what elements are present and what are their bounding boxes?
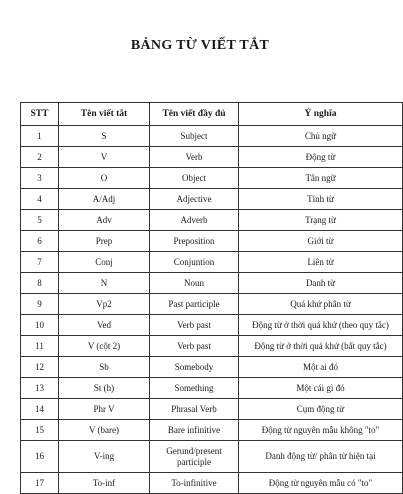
table-body [21, 126, 403, 494]
cell-stt: 3 [21, 168, 59, 189]
column-header-meaning: Ý nghĩa [239, 103, 403, 126]
cell-full-name: Bare infinitive [150, 420, 239, 441]
cell-full-name: Subject [150, 126, 239, 147]
cell-meaning: Động từ nguyên mẫu có "to" [239, 473, 403, 494]
cell-full-name: Adverb [150, 210, 239, 231]
table-row [21, 441, 403, 473]
cell-full-name: Noun [150, 273, 239, 294]
cell-full-name: To-infinitive [150, 473, 239, 494]
cell-full-name: Verb [150, 147, 239, 168]
cell-abbreviation: Ved [59, 315, 150, 336]
cell-abbreviation: Phr V [59, 399, 150, 420]
cell-abbreviation: Adv [59, 210, 150, 231]
cell-meaning: Động từ ở thời quá khứ (theo quy tắc) [239, 315, 403, 336]
cell-stt: 7 [21, 252, 59, 273]
document-title: BẢNG TỪ VIẾT TẮT [130, 38, 270, 53]
cell-full-name: Verb past [150, 336, 239, 357]
cell-stt: 8 [21, 273, 59, 294]
table-row [21, 357, 403, 378]
table-row [21, 273, 403, 294]
cell-abbreviation: V (cột 2) [59, 336, 150, 357]
cell-meaning: Một cái gì đó [239, 378, 403, 399]
table-header-row [21, 103, 403, 126]
cell-stt: 4 [21, 189, 59, 210]
cell-stt: 12 [21, 357, 59, 378]
cell-full-name: Object [150, 168, 239, 189]
table-row [21, 231, 403, 252]
cell-abbreviation: O [59, 168, 150, 189]
table-row [21, 210, 403, 231]
table-row [21, 399, 403, 420]
column-header-abbreviation: Tên viết tắt [59, 103, 150, 126]
cell-stt: 11 [21, 336, 59, 357]
cell-full-name: Something [150, 378, 239, 399]
cell-abbreviation: N [59, 273, 150, 294]
table-row [21, 168, 403, 189]
cell-stt: 6 [21, 231, 59, 252]
cell-abbreviation: Conj [59, 252, 150, 273]
cell-meaning: Giới từ [239, 231, 403, 252]
cell-abbreviation: To-inf [59, 473, 150, 494]
cell-meaning: Tân ngữ [239, 168, 403, 189]
cell-full-name: Conjuntion [150, 252, 239, 273]
cell-abbreviation: Prep [59, 231, 150, 252]
cell-full-name: Preposition [150, 231, 239, 252]
cell-stt: 15 [21, 420, 59, 441]
cell-full-name: Phrasal Verb [150, 399, 239, 420]
cell-stt: 2 [21, 147, 59, 168]
cell-abbreviation: V-ing [59, 441, 150, 473]
cell-meaning: Trạng từ [239, 210, 403, 231]
table-row [21, 420, 403, 441]
cell-stt: 1 [21, 126, 59, 147]
cell-abbreviation: Sb [59, 357, 150, 378]
table-row [21, 378, 403, 399]
cell-meaning: Chủ ngữ [239, 126, 403, 147]
cell-abbreviation: V [59, 147, 150, 168]
table-row [21, 294, 403, 315]
table-row [21, 336, 403, 357]
cell-abbreviation: A/Adj [59, 189, 150, 210]
cell-full-name: Verb past [150, 315, 239, 336]
column-header-stt: STT [21, 103, 59, 126]
table-row [21, 315, 403, 336]
cell-stt: 10 [21, 315, 59, 336]
cell-stt: 17 [21, 473, 59, 494]
cell-abbreviation: S [59, 126, 150, 147]
cell-stt: 16 [21, 441, 59, 473]
cell-abbreviation: St (h) [59, 378, 150, 399]
table-row [21, 473, 403, 494]
cell-stt: 9 [21, 294, 59, 315]
cell-meaning: Quá khứ phân từ [239, 294, 403, 315]
cell-meaning: Liên từ [239, 252, 403, 273]
cell-meaning: Một ai đó [239, 357, 403, 378]
cell-meaning: Danh từ [239, 273, 403, 294]
cell-meaning: Danh động từ/ phân từ hiện tại [239, 441, 403, 473]
cell-full-name: Adjective [150, 189, 239, 210]
cell-full-name: Somebody [150, 357, 239, 378]
cell-stt: 5 [21, 210, 59, 231]
column-header-full-name: Tên viết đầy đủ [150, 103, 239, 126]
cell-meaning: Động từ ở thời quá khứ (bất quy tắc) [239, 336, 403, 357]
table-row [21, 147, 403, 168]
cell-stt: 13 [21, 378, 59, 399]
table-row [21, 189, 403, 210]
table-row [21, 252, 403, 273]
cell-meaning: Cụm động từ [239, 399, 403, 420]
cell-full-name: Past participle [150, 294, 239, 315]
cell-meaning: Tính từ [239, 189, 403, 210]
table-row [21, 126, 403, 147]
cell-abbreviation: V (bare) [59, 420, 150, 441]
cell-meaning: Động từ [239, 147, 403, 168]
cell-full-name: Gerund/present participle [150, 441, 239, 473]
abbreviation-table [20, 102, 403, 494]
cell-stt: 14 [21, 399, 59, 420]
cell-meaning: Động từ nguyên mẫu không "to" [239, 420, 403, 441]
cell-abbreviation: Vp2 [59, 294, 150, 315]
